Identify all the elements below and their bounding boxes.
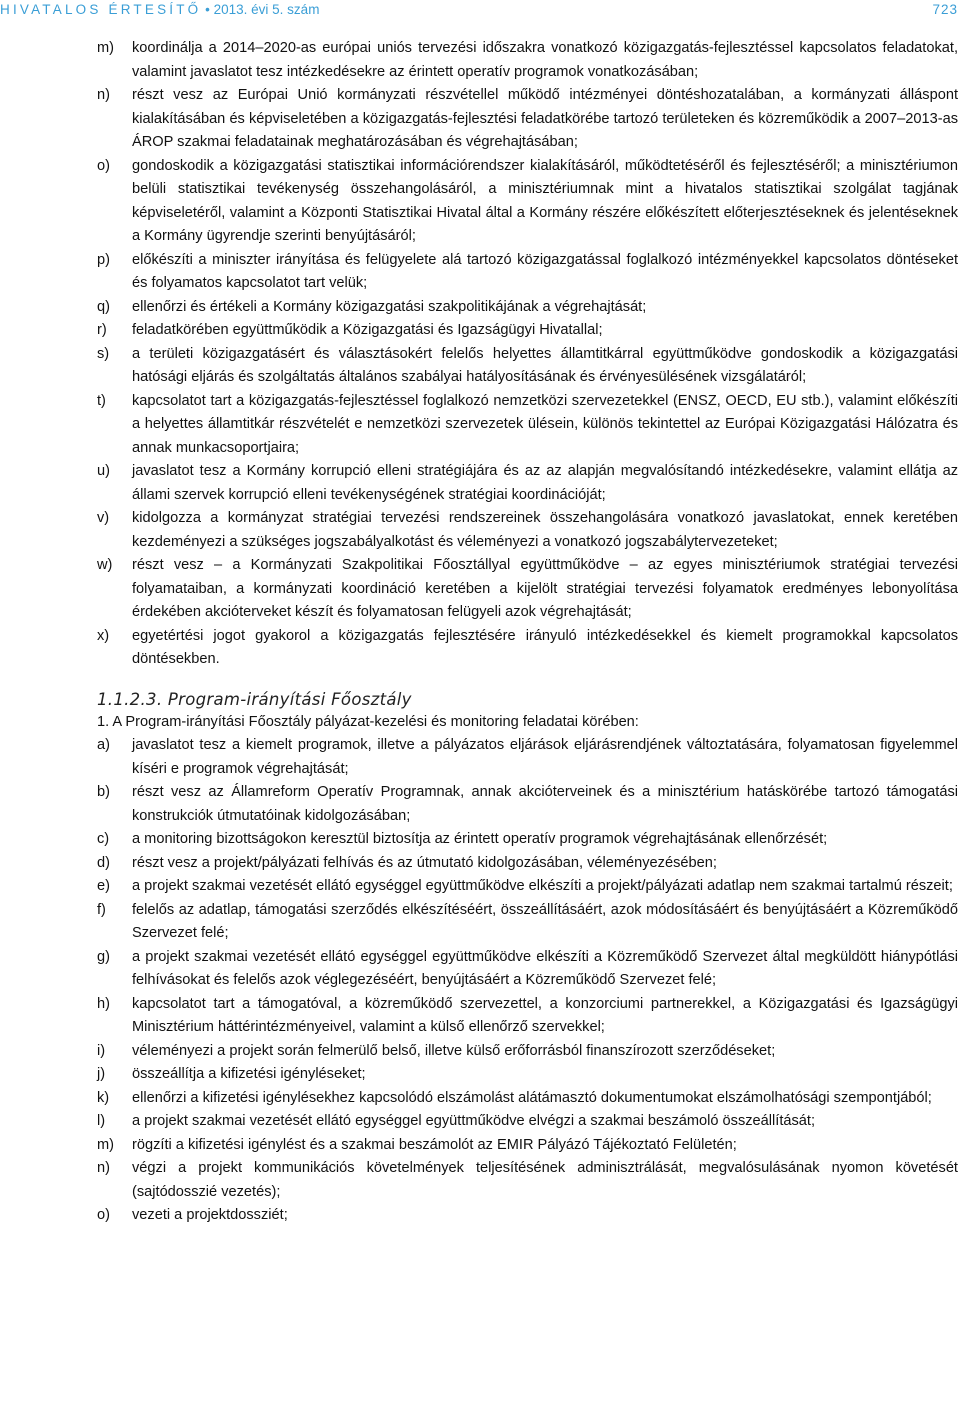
list-item-marker: h): [97, 995, 110, 1012]
list-item-text: rögzíti a kifizetési igénylést és a szakmai beszámolót az EMIR Pályázó Tájékoztató Felületén;: [132, 1136, 737, 1153]
list-item: [97, 899, 958, 946]
list-item: [97, 319, 958, 343]
list-item-marker: x): [97, 627, 110, 644]
running-header: [0, 0, 960, 22]
list-item: [97, 37, 958, 84]
list-item-text: a projekt szakmai vezetését ellátó egységgel együttműködve elkészíti a Közreműködő Szervezet által megküldött hiánypótlási felhívásokat és felelős azok véglegezéséért, benyújtásáért a Közreműködő Szervezet felé;: [132, 948, 958, 988]
list-item-text: javaslatot tesz a Kormány korrupció elleni stratégiájára és az az alapján megvalósítandó intézkedésekre, valamint ellátja az állami szervek korrupció elleni tevékenységének stratégiai koordinációját;: [132, 463, 958, 503]
item-list-bottom: [97, 734, 958, 1228]
list-item-marker: b): [97, 784, 110, 800]
list-item-marker: j): [97, 1066, 106, 1082]
list-item: [97, 1204, 958, 1228]
list-item: [97, 625, 958, 672]
list-item-marker: c): [97, 831, 110, 847]
list-item-text: feladatkörében együttműködik a Közigazgatási és Igazságügyi Hivatallal;: [132, 322, 603, 338]
list-item-text: részt vesz a projekt/pályázati felhívás és az útmutató kidolgozásában, véleményezésében;: [132, 854, 717, 871]
list-item: [97, 993, 958, 1040]
list-item-marker: k): [97, 1089, 110, 1106]
issue-label: • 2013. évi 5. szám: [205, 2, 320, 17]
list-item: [97, 1134, 958, 1158]
page-content: [97, 37, 958, 1228]
list-item-marker: s): [97, 345, 110, 362]
list-item: [97, 343, 958, 390]
list-item: [97, 946, 958, 993]
list-item-marker: e): [97, 878, 110, 894]
list-item-marker: m): [97, 1136, 115, 1153]
list-item: [97, 875, 958, 899]
list-item-text: javaslatot tesz a kiemelt programok, illetve a pályázatos eljárások eljárásrendjének változtatására, folyamatosan figyelemmel kíséri e programok végrehajtását;: [132, 737, 958, 777]
list-item-text: a projekt szakmai vezetését ellátó egységgel együttműködve elkészíti a projekt/pályázati adatlap nem szakmai tartalmú részeit;: [132, 878, 953, 894]
list-item-text: előkészíti a miniszter irányítása és felügyelete alá tartozó közigazgatással foglalkozó intézményekkel kapcsolatos döntéseket és folyamatos kapcsolatot tart velük;: [132, 251, 958, 291]
list-item-marker: u): [97, 463, 110, 479]
list-item: [97, 249, 958, 296]
item-list-top: [97, 37, 958, 672]
list-item-marker: m): [97, 40, 115, 56]
list-item-text: vezeti a projektdossziét;: [132, 1207, 288, 1223]
list-item-marker: t): [97, 392, 106, 409]
list-item-text: ellenőrzi a kifizetési igénylésekhez kapcsolódó elszámolást alátámasztó dokumentumokat elszámolhatósági szempontjából;: [132, 1089, 932, 1106]
list-item-text: kapcsolatot tart a támogatóval, a közreműködő szervezettel, a konzorciumi partnerekkel, a Közigazgatási és Igazságügyi Minisztérium háttérintézményeivel, valamint a külső ellenőrző szervekkel;: [132, 995, 958, 1035]
list-item-text: kidolgozza a kormányzat stratégiai tervezési rendszereinek összehangolására vonatkozó javaslatokat, ennek keretében kezdeményezi a szükséges jogszabályalkotást és véleményezi a vonatkozó jogszabálytervezeteket;: [132, 510, 958, 550]
list-item-text: részt vesz az Államreform Operatív Programnak, annak akcióterveinek és a minisztérium hatáskörébe tartozó támogatási konstrukciók útmutatóinak kidolgozásában;: [132, 784, 958, 824]
list-item: [97, 781, 958, 828]
list-item-text: részt vesz az Európai Unió kormányzati részvétellel működő intézményei döntéshozatalában, a kormányzati álláspont kialakításában és képviseletében a közigazgatás-fejlesztési feladatkörébe tartozó területeken és közreműködik a 2007–2013-as ÁROP szakmai feladatainak meghatározásában és végrehajtásában;: [132, 87, 958, 150]
list-item-marker: w): [97, 557, 113, 573]
list-item-marker: f): [97, 901, 106, 918]
list-item-marker: o): [97, 157, 110, 174]
list-item-text: egyetértési jogot gyakorol a közigazgatás fejlesztésére irányuló intézkedésekkel és kiemelt programokkal kapcsolatos döntésekben.: [132, 627, 958, 667]
list-item-text: ellenőrzi és értékeli a Kormány közigazgatási szakpolitikájának a végrehajtását;: [132, 298, 647, 315]
list-item: [97, 1040, 958, 1064]
list-item-marker: n): [97, 1160, 110, 1176]
list-item: [97, 155, 958, 249]
list-item: [97, 296, 958, 320]
list-item: [97, 1087, 958, 1111]
list-item-marker: i): [97, 1042, 106, 1059]
list-item-text: véleményezi a projekt során felmerülő belső, illetve külső erőforrásból finanszírozott szerződéseket;: [132, 1042, 776, 1059]
list-item-text: részt vesz – a Kormányzati Szakpolitikai Főosztállyal együttműködve – az egyes minisztériumok stratégiai tervezési folyamataiban, a kormányzati koordináció keretében a kijelölt stratégiai tervezési folyamatok eredményes lebonyolítása érdekében akcióterveket készít és folyamatosan felügyeli azok végrehajtását;: [132, 557, 958, 620]
list-item-text: végzi a projekt kommunikációs követelmények teljesítésének adminisztrálását, megvalósulásának nyomon követését (sajtódosszié vezetés);: [132, 1160, 958, 1200]
list-item-marker: r): [97, 322, 107, 338]
journal-title: [0, 2, 319, 17]
list-item: [97, 852, 958, 876]
journal-name: HIVATALOS ÉRTESÍTŐ: [0, 2, 202, 17]
list-item-text: a monitoring bizottságokon keresztül biztosítja az érintett operatív programok végrehajtásának ellenőrzését;: [132, 831, 828, 847]
list-item-text: a projekt szakmai vezetését ellátó egységgel együttműködve elvégzi a szakmai beszámoló összeállítását;: [132, 1113, 816, 1129]
list-item-marker: q): [97, 298, 110, 315]
section-intro: 1. A Program-irányítási Főosztály pályázat-kezelési és monitoring feladatai körében:: [97, 713, 639, 730]
list-item-text: a területi közigazgatásért és választásokért felelős helyettes államtitkárral együttműködve gondoskodik a közigazgatási hatósági eljárás és szolgáltatás általános szabályai hatályosításának és érvényesülésének vizsgálatáról;: [132, 345, 958, 385]
list-item-marker: l): [97, 1113, 106, 1129]
list-item: [97, 1110, 958, 1134]
list-item-marker: v): [97, 510, 110, 526]
list-item: [97, 554, 958, 625]
list-item-marker: n): [97, 87, 110, 103]
list-item: [97, 84, 958, 155]
list-item: [97, 390, 958, 461]
list-item: [97, 734, 958, 781]
list-item-marker: p): [97, 251, 110, 268]
list-item-text: felelős az adatlap, támogatási szerződés elkészítéséért, összeállításáért, azok módosításáért és benyújtásáért a Közreműködő Szervezet felé;: [132, 901, 958, 941]
list-item-text: kapcsolatot tart a közigazgatás-fejlesztéssel foglalkozó nemzetközi szervezetekkel (ENSZ, OECD, EU stb.), valamint előkészíti a helyettes államtitkár részvételét e nemzetközi szervezetek ülésein, különös tekintettel az Európai Közigazgatási Hálózatra és annak munkacsoportjaira;: [132, 392, 958, 456]
list-item-text: gondoskodik a közigazgatási statisztikai információrendszer kialakításáról, működtetéséről és fejlesztéséről; a minisztériumon belüli statisztikai tevékenység összehangolásáról, a minisztériumnak mint a hivatalos statisztikai szolgálat tagjának képviseletéről, valamint a Központi Statisztikai Hivatal által a Kormány részére előkészített előterjesztéseknek és jelentéseknek a Kormány ügyrendje szerinti benyújtásáról;: [132, 157, 958, 244]
list-item: [97, 1063, 958, 1087]
list-item-marker: o): [97, 1207, 110, 1223]
list-item: [97, 1157, 958, 1204]
list-item-marker: a): [97, 737, 110, 753]
list-item: [97, 460, 958, 507]
list-item-marker: g): [97, 948, 110, 965]
list-item-text: koordinálja a 2014–2020-as európai uniós tervezési időszakra vonatkozó közigazgatás-fejlesztéssel kapcsolatos feladatokat, valamint javaslatot tesz intézkedésekre az érintett operatív programok vonatkozásában;: [132, 40, 958, 80]
list-item-text: összeállítja a kifizetési igényléseket;: [132, 1066, 366, 1082]
section-heading: 1.1.2.3. Program-irányítási Főosztály: [97, 689, 412, 709]
list-item: [97, 828, 958, 852]
list-item-marker: d): [97, 854, 110, 871]
list-item: [97, 507, 958, 554]
page-number: 723: [932, 2, 958, 17]
